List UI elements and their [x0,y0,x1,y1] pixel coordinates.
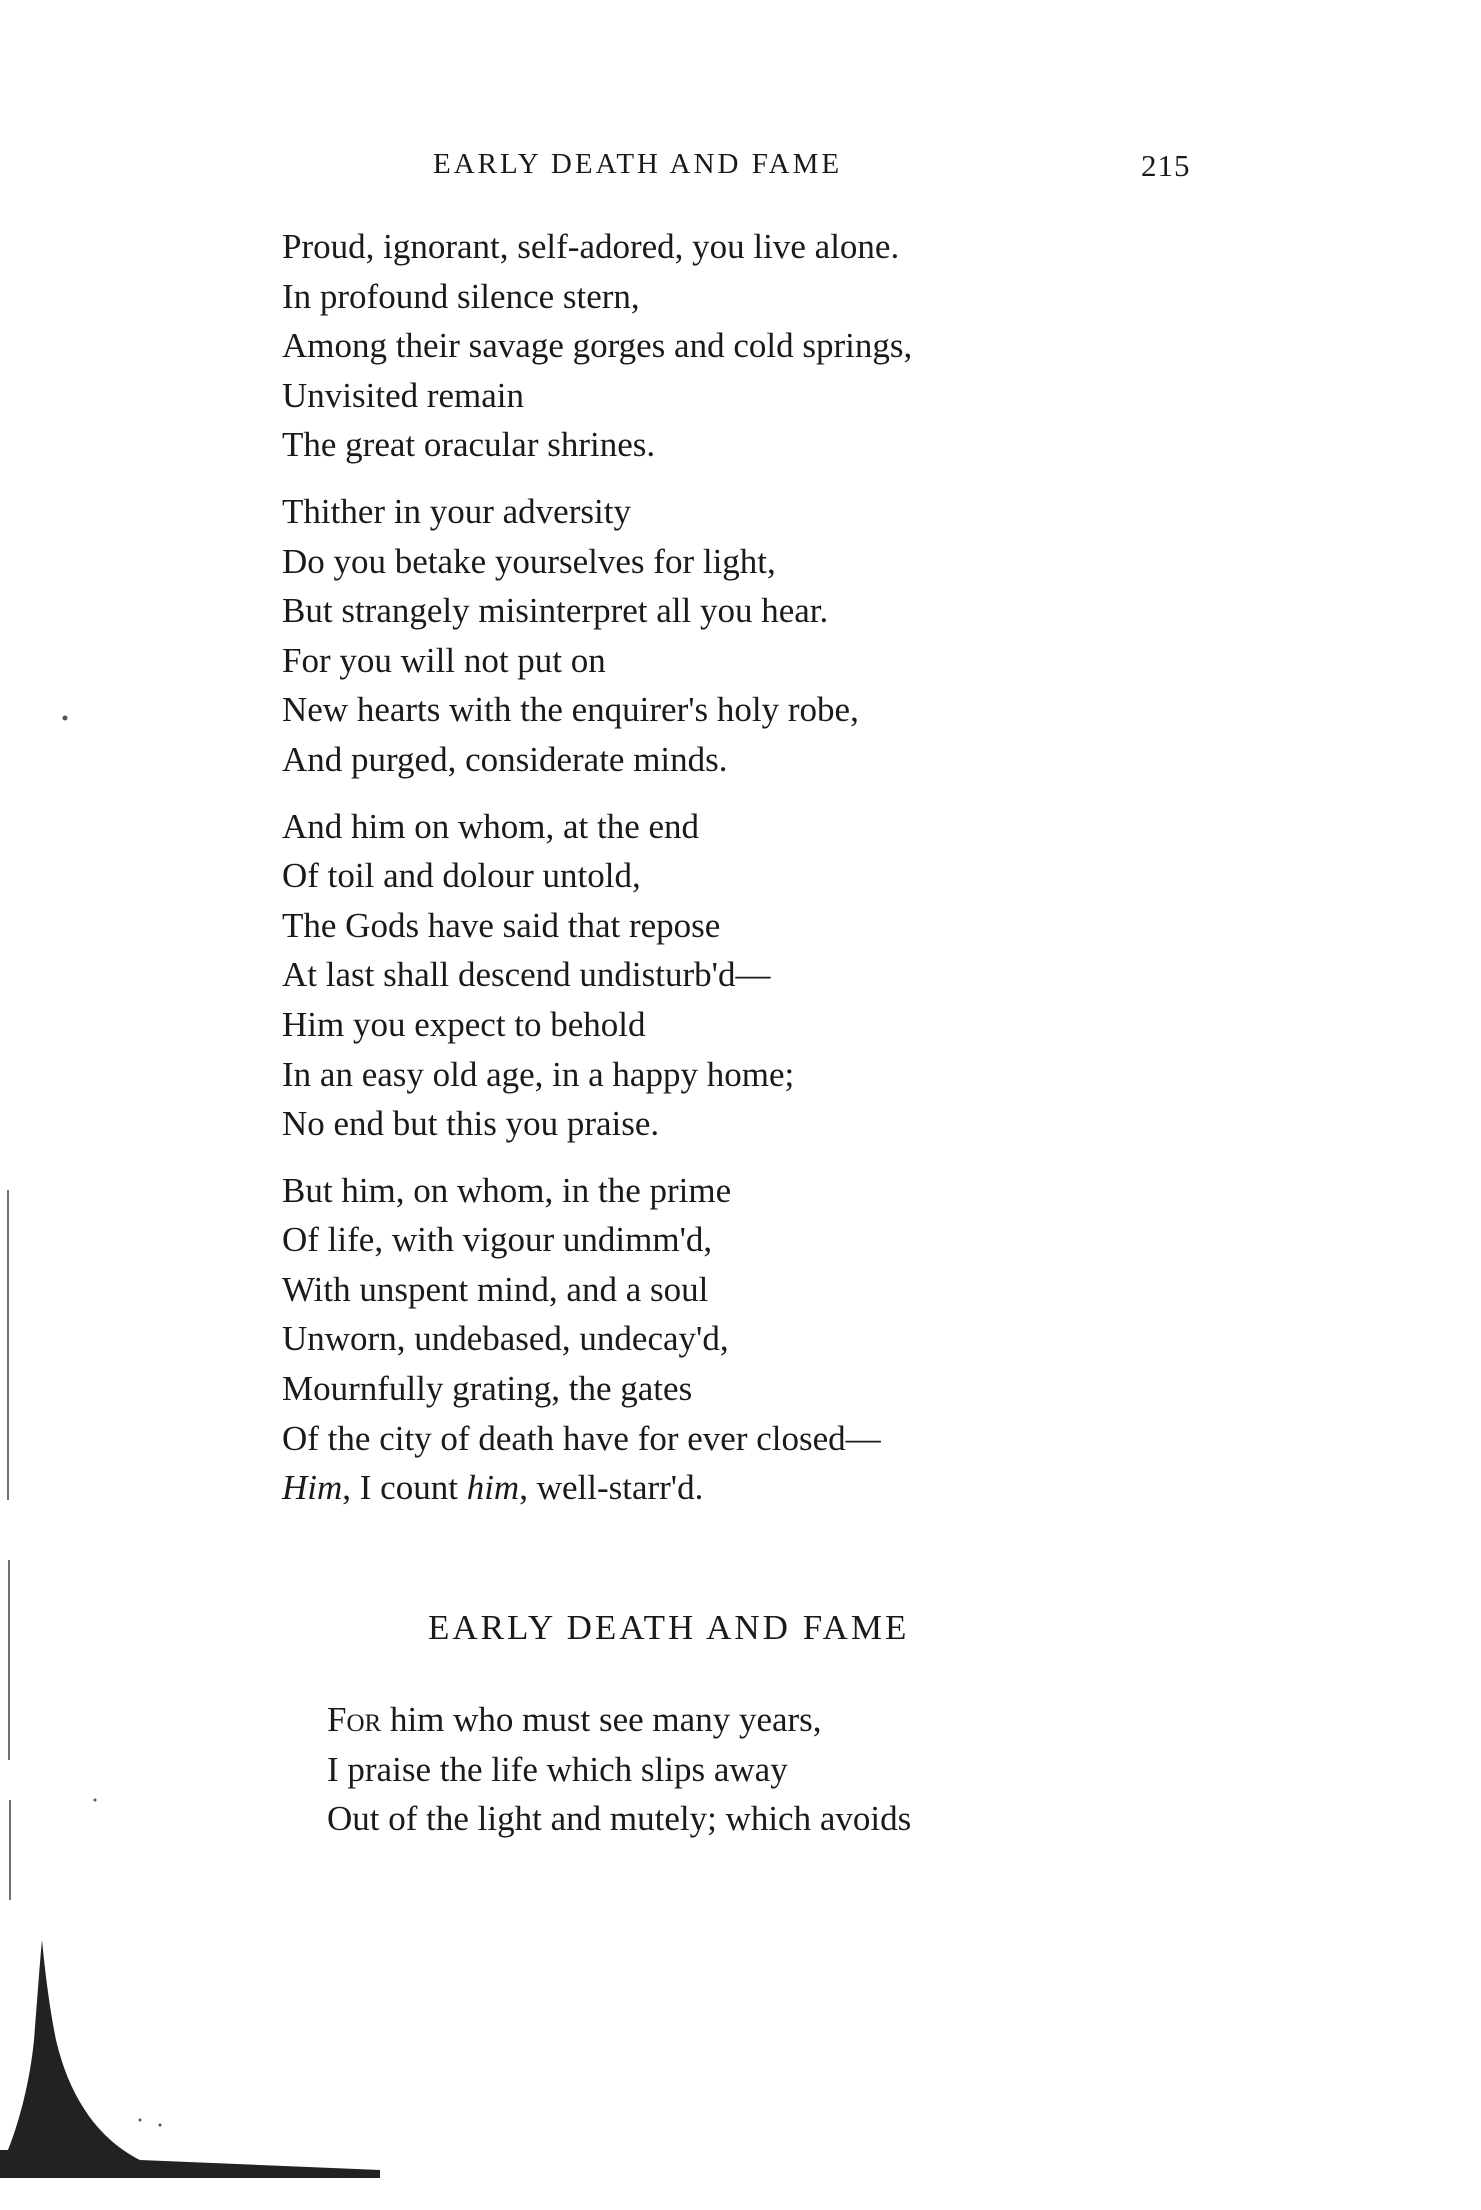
emphasis-him: Him [282,1468,343,1508]
poem-continuation [282,222,912,1530]
stanza [282,802,912,1149]
page-number: 215 [1141,148,1191,183]
verse-line: Out of the light and mutely; which avoids [327,1799,912,1839]
running-head: EARLY DEATH AND FAME [433,148,843,180]
verse-line: But him, on whom, in the prime [282,1170,732,1210]
poem-opening [327,1695,911,1844]
section-title: EARLY DEATH AND FAME [428,1608,910,1647]
verse-line: At last shall descend undisturb'd— [282,955,771,995]
verse-line: Of toil and dolour untold, [282,856,641,896]
verse-line: Proud, ignorant, self-adored, you live alone. [282,227,900,266]
verse-line: Him you expect to behold [282,1004,646,1044]
verse-fragment: , I count [342,1468,467,1508]
verse-line: Do you betake yourselves for light, [282,541,776,581]
verse-line: With unspent mind, and a soul [282,1269,709,1309]
verse-line: And him on whom, at the end [282,806,700,846]
verse-line: Unworn, undebased, undecay'd, [282,1319,729,1359]
verse-line: Mournfully grating, the gates [282,1369,693,1409]
stanza [282,1166,912,1513]
verse-line: Among their savage gorges and cold springs, [282,326,913,366]
verse-line: For you will not put on [282,640,606,680]
verse-line: The great oracular shrines. [282,425,656,465]
verse-line: But strangely misinterpret all you hear. [282,591,829,631]
verse-line: Thither in your adversity [282,491,631,531]
opening-word: For [327,1700,382,1739]
verse-line-final [282,1463,912,1513]
stanza [282,222,912,470]
verse-fragment: , well-starr'd. [519,1468,704,1508]
verse-line: And purged, considerate minds. [282,739,728,779]
verse-line: In an easy old age, in a happy home; [282,1054,795,1094]
verse-line: Of life, with vigour undimm'd, [282,1220,713,1260]
verse-line: In profound silence stern, [282,276,640,316]
verse-fragment: him who must see many years, [389,1700,822,1739]
verse-line: No end but this you praise. [282,1104,660,1144]
verse-line: Of the city of death have for ever closed— [282,1418,881,1458]
verse-line: I praise the life which slips away [327,1749,788,1789]
verse-line: New hearts with the enquirer's holy robe, [282,690,859,730]
verse-line: Unvisited remain [282,375,525,415]
stanza [282,487,912,785]
verse-line-first [327,1695,911,1745]
verse-line: The Gods have said that repose [282,905,721,945]
emphasis-him: him [466,1468,520,1508]
